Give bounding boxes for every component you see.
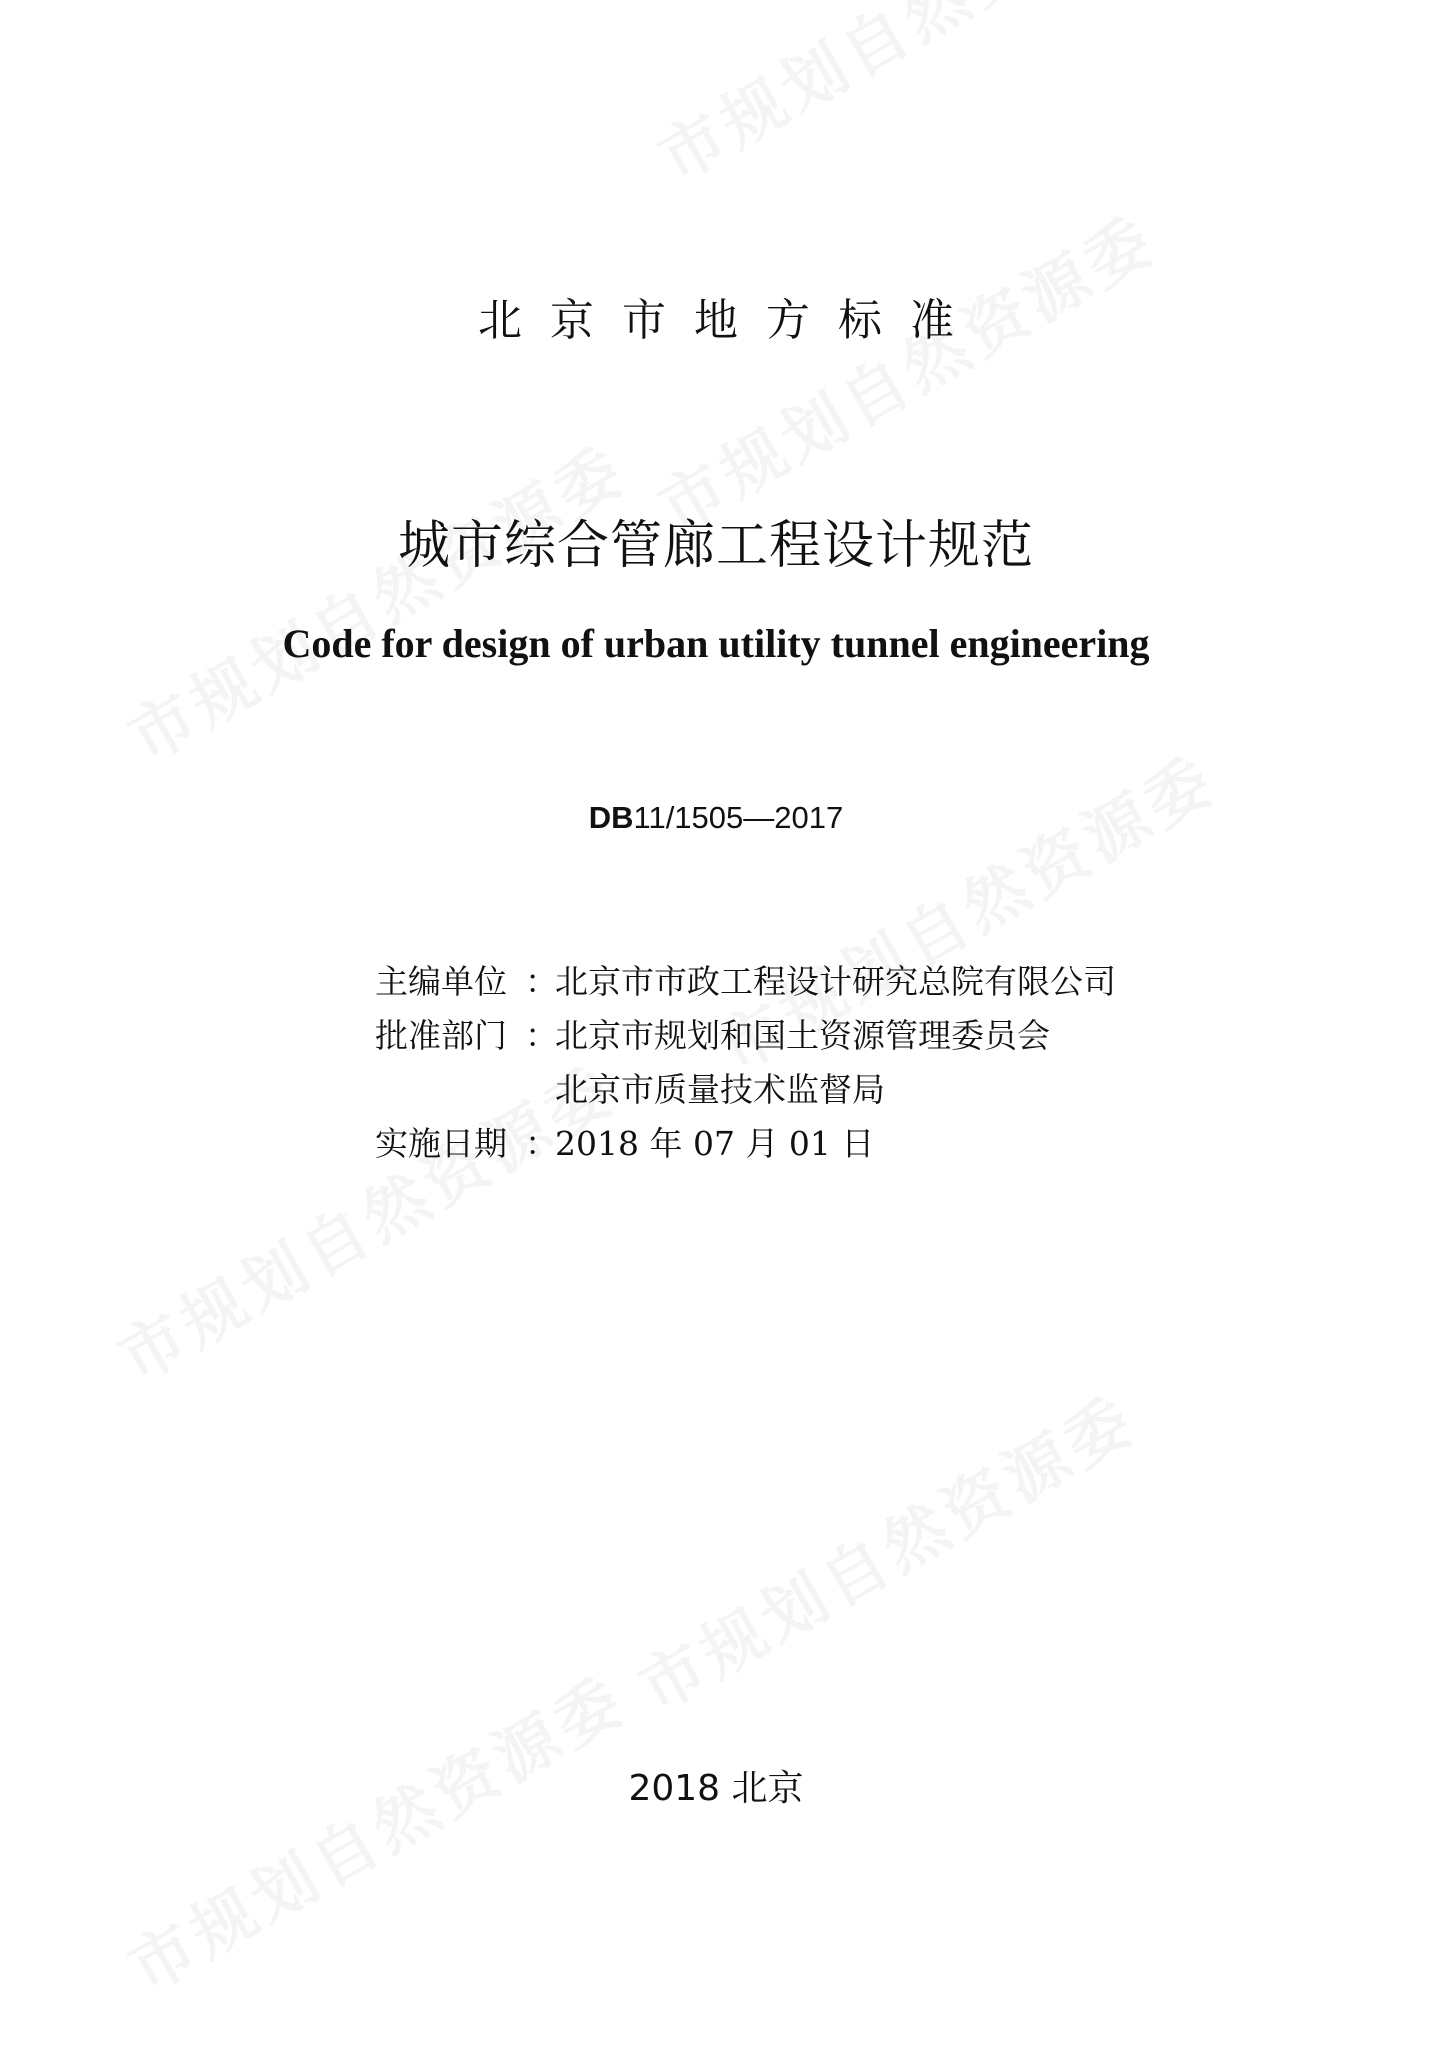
publication-metadata — [375, 955, 1375, 1171]
meta-label: 实施日期 — [375, 1124, 507, 1163]
meta-label: 主编单位 — [375, 962, 507, 1001]
meta-colon: ： — [525, 1124, 558, 1163]
standard-type-heading: 北京市地方标准 — [478, 295, 982, 346]
meta-value: 2018 年 07 月 01 日 — [555, 1124, 875, 1163]
meta-label: 批准部门 — [375, 1016, 507, 1055]
standard-code — [0, 800, 1432, 836]
meta-colon: ： — [525, 1016, 558, 1055]
meta-colon: ： — [525, 962, 558, 1001]
meta-row-chief-editor — [375, 955, 1375, 1009]
title-chinese: 城市综合管廊工程设计规范 — [397, 516, 1034, 576]
publication-footer: 2018 北京 — [628, 1768, 804, 1809]
meta-value: 北京市市政工程设计研究总院有限公司 — [555, 962, 1116, 1001]
standard-code-number: 11/1505—2017 — [633, 800, 844, 835]
standard-code-prefix: DB — [588, 800, 634, 835]
meta-row-approval — [375, 1009, 1375, 1063]
meta-row-approval-continued — [375, 1063, 1375, 1117]
meta-value: 北京市质量技术监督局 — [555, 1070, 885, 1109]
meta-row-effective-date — [375, 1117, 1375, 1171]
title-english: Code for design of urban utility tunnel engineering — [282, 621, 1150, 666]
meta-value: 北京市规划和国土资源管理委员会 — [555, 1016, 1050, 1055]
